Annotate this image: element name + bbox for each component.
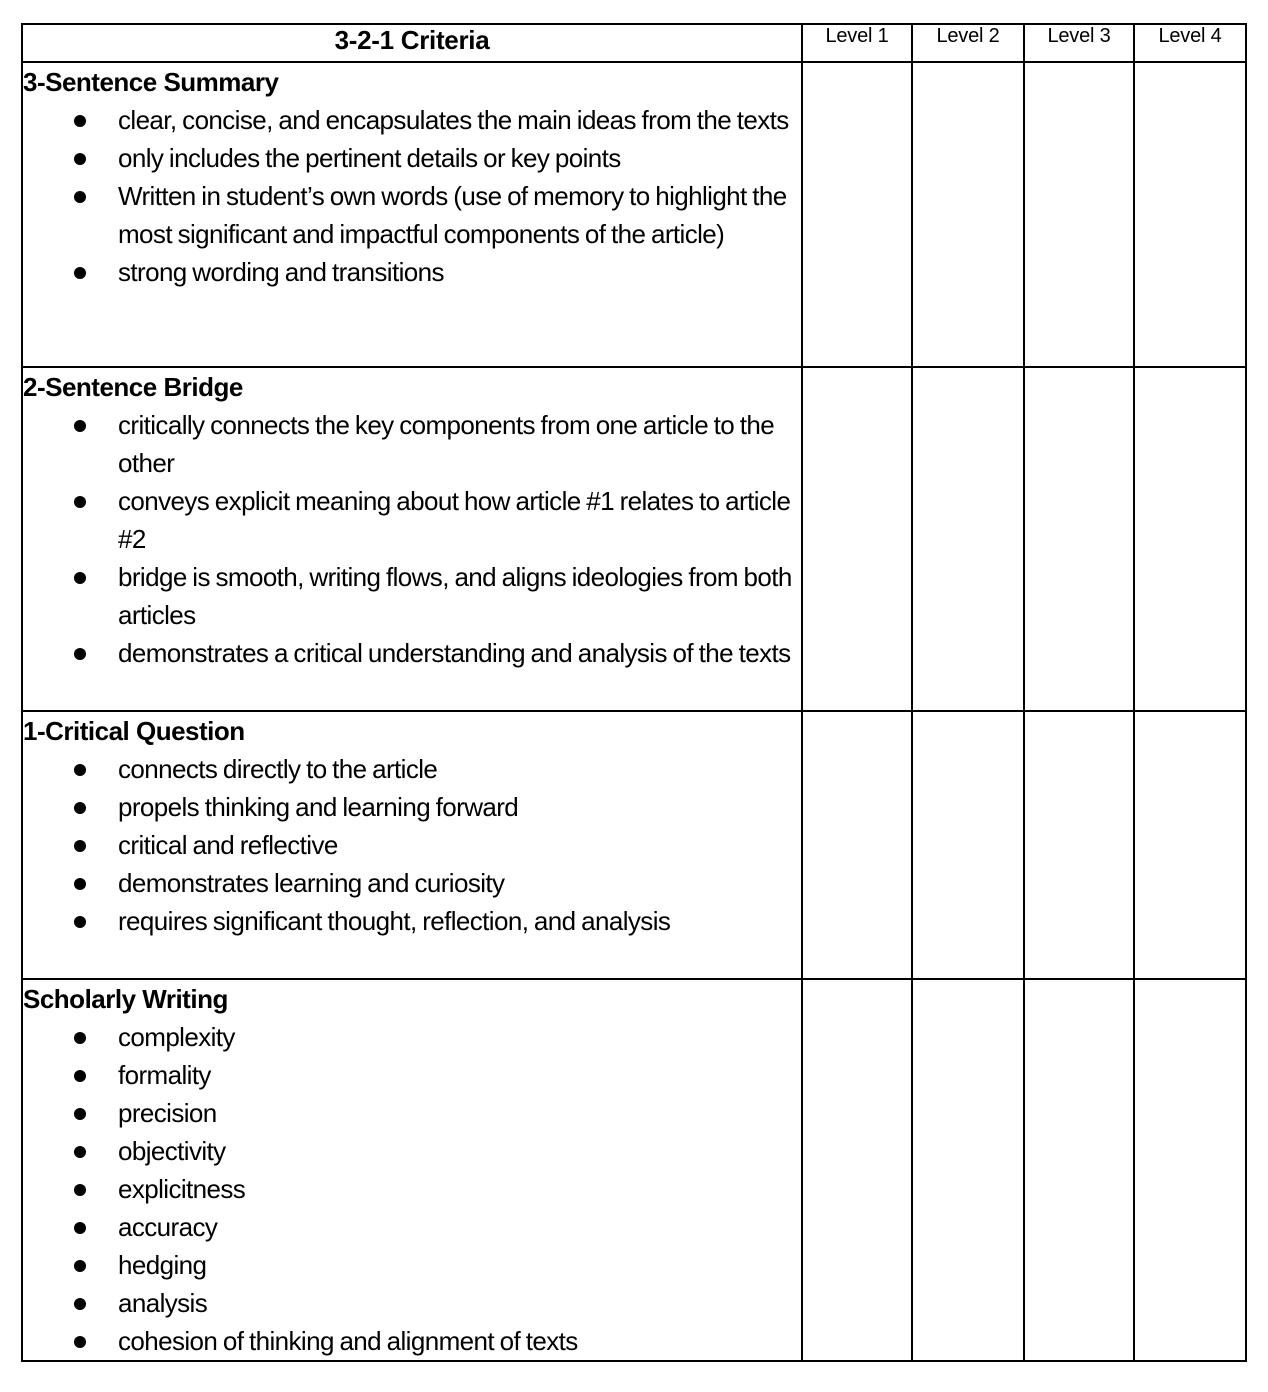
bullet-text: conveys explicit meaning about how article #1 relates to article #2 bbox=[118, 486, 791, 554]
bullet-item bbox=[23, 826, 801, 864]
score-cell-level-2[interactable] bbox=[912, 62, 1024, 367]
bullet-icon bbox=[74, 1146, 86, 1158]
bullet-icon bbox=[74, 115, 86, 127]
bullet-item bbox=[23, 101, 801, 139]
bullet-item bbox=[23, 1018, 801, 1056]
bullet-icon bbox=[74, 420, 86, 432]
bullet-item bbox=[23, 1246, 801, 1284]
bullet-icon bbox=[74, 840, 86, 852]
criteria-column-header: 3-2-1 Criteria bbox=[22, 24, 802, 62]
bullet-text: analysis bbox=[118, 1288, 208, 1318]
score-cell-level-2[interactable] bbox=[912, 711, 1024, 979]
bullet-list bbox=[23, 1018, 801, 1360]
bullet-icon bbox=[74, 496, 86, 508]
bullet-icon bbox=[74, 1222, 86, 1234]
bullet-icon bbox=[74, 1184, 86, 1196]
bullet-icon bbox=[74, 1298, 86, 1310]
bullet-text: precision bbox=[118, 1098, 217, 1128]
section-title: 1-Critical Question bbox=[23, 716, 245, 746]
bullet-item bbox=[23, 558, 801, 634]
score-cell-level-3[interactable] bbox=[1024, 62, 1134, 367]
bullet-item bbox=[23, 1094, 801, 1132]
section-title: Scholarly Writing bbox=[23, 984, 228, 1014]
rubric-table bbox=[21, 23, 1247, 1362]
bullet-text: critical and reflective bbox=[118, 830, 338, 860]
score-cell-level-1[interactable] bbox=[802, 979, 912, 1361]
bullet-item bbox=[23, 1322, 801, 1360]
criteria-cell bbox=[22, 979, 802, 1361]
level-1-column-header: Level 1 bbox=[802, 24, 912, 62]
bullet-text: only includes the pertinent details or key points bbox=[118, 143, 621, 173]
criteria-row-question bbox=[22, 711, 1246, 979]
bullet-icon bbox=[74, 267, 86, 279]
bullet-text: Written in student’s own words (use of memory to highlight the most significant and impactful components of the article) bbox=[118, 181, 787, 249]
bullet-icon bbox=[74, 802, 86, 814]
bullet-icon bbox=[74, 153, 86, 165]
bullet-text: clear, concise, and encapsulates the main ideas from the texts bbox=[118, 105, 789, 135]
bullet-icon bbox=[74, 1108, 86, 1120]
bullet-list bbox=[23, 406, 801, 672]
bullet-icon bbox=[74, 1336, 86, 1348]
bullet-list bbox=[23, 101, 801, 291]
bullet-text: propels thinking and learning forward bbox=[118, 792, 519, 822]
bullet-text: bridge is smooth, writing flows, and aligns ideologies from both articles bbox=[118, 562, 792, 630]
level-2-column-header: Level 2 bbox=[912, 24, 1024, 62]
bullet-list bbox=[23, 750, 801, 940]
bullet-text: accuracy bbox=[118, 1212, 218, 1242]
bullet-item bbox=[23, 902, 801, 940]
bullet-item bbox=[23, 788, 801, 826]
bullet-text: connects directly to the article bbox=[118, 754, 438, 784]
bullet-item bbox=[23, 1208, 801, 1246]
criteria-row-writing bbox=[22, 979, 1246, 1361]
bullet-item bbox=[23, 482, 801, 558]
section-title: 2-Sentence Bridge bbox=[23, 372, 243, 402]
bullet-text: critically connects the key components from one article to the other bbox=[118, 410, 775, 478]
bullet-item bbox=[23, 1284, 801, 1322]
bullet-text: objectivity bbox=[118, 1136, 226, 1166]
level-4-column-header: Level 4 bbox=[1134, 24, 1246, 62]
bullet-item bbox=[23, 177, 801, 253]
criteria-row-summary bbox=[22, 62, 1246, 367]
bullet-item bbox=[23, 864, 801, 902]
bullet-item bbox=[23, 406, 801, 482]
bullet-icon bbox=[74, 191, 86, 203]
criteria-cell bbox=[22, 711, 802, 979]
bullet-text: demonstrates learning and curiosity bbox=[118, 868, 505, 898]
score-cell-level-4[interactable] bbox=[1134, 979, 1246, 1361]
score-cell-level-4[interactable] bbox=[1134, 711, 1246, 979]
score-cell-level-2[interactable] bbox=[912, 979, 1024, 1361]
score-cell-level-1[interactable] bbox=[802, 711, 912, 979]
bullet-text: formality bbox=[118, 1060, 211, 1090]
section-title: 3-Sentence Summary bbox=[23, 67, 279, 97]
bullet-icon bbox=[74, 1032, 86, 1044]
score-cell-level-1[interactable] bbox=[802, 367, 912, 711]
score-cell-level-2[interactable] bbox=[912, 367, 1024, 711]
bullet-item bbox=[23, 139, 801, 177]
bullet-icon bbox=[74, 1260, 86, 1272]
bullet-text: requires significant thought, reflection, and analysis bbox=[118, 906, 671, 936]
bullet-icon bbox=[74, 1070, 86, 1082]
bullet-item bbox=[23, 1132, 801, 1170]
bullet-item bbox=[23, 253, 801, 291]
header-row bbox=[22, 24, 1246, 62]
score-cell-level-4[interactable] bbox=[1134, 367, 1246, 711]
score-cell-level-3[interactable] bbox=[1024, 711, 1134, 979]
score-cell-level-4[interactable] bbox=[1134, 62, 1246, 367]
bullet-icon bbox=[74, 764, 86, 776]
bullet-icon bbox=[74, 572, 86, 584]
criteria-cell bbox=[22, 367, 802, 711]
score-cell-level-3[interactable] bbox=[1024, 367, 1134, 711]
bullet-item bbox=[23, 750, 801, 788]
score-cell-level-3[interactable] bbox=[1024, 979, 1134, 1361]
level-3-column-header: Level 3 bbox=[1024, 24, 1134, 62]
bullet-item bbox=[23, 1170, 801, 1208]
bullet-icon bbox=[74, 648, 86, 660]
bullet-text: complexity bbox=[118, 1022, 235, 1052]
bullet-text: demonstrates a critical understanding and analysis of the texts bbox=[118, 638, 791, 668]
bullet-icon bbox=[74, 878, 86, 890]
bullet-item bbox=[23, 634, 801, 672]
score-cell-level-1[interactable] bbox=[802, 62, 912, 367]
criteria-cell bbox=[22, 62, 802, 367]
bullet-icon bbox=[74, 916, 86, 928]
bullet-item bbox=[23, 1056, 801, 1094]
bullet-text: hedging bbox=[118, 1250, 207, 1280]
bullet-text: cohesion of thinking and alignment of texts bbox=[118, 1326, 578, 1356]
criteria-row-bridge bbox=[22, 367, 1246, 711]
bullet-text: explicitness bbox=[118, 1174, 246, 1204]
bullet-text: strong wording and transitions bbox=[118, 257, 444, 287]
